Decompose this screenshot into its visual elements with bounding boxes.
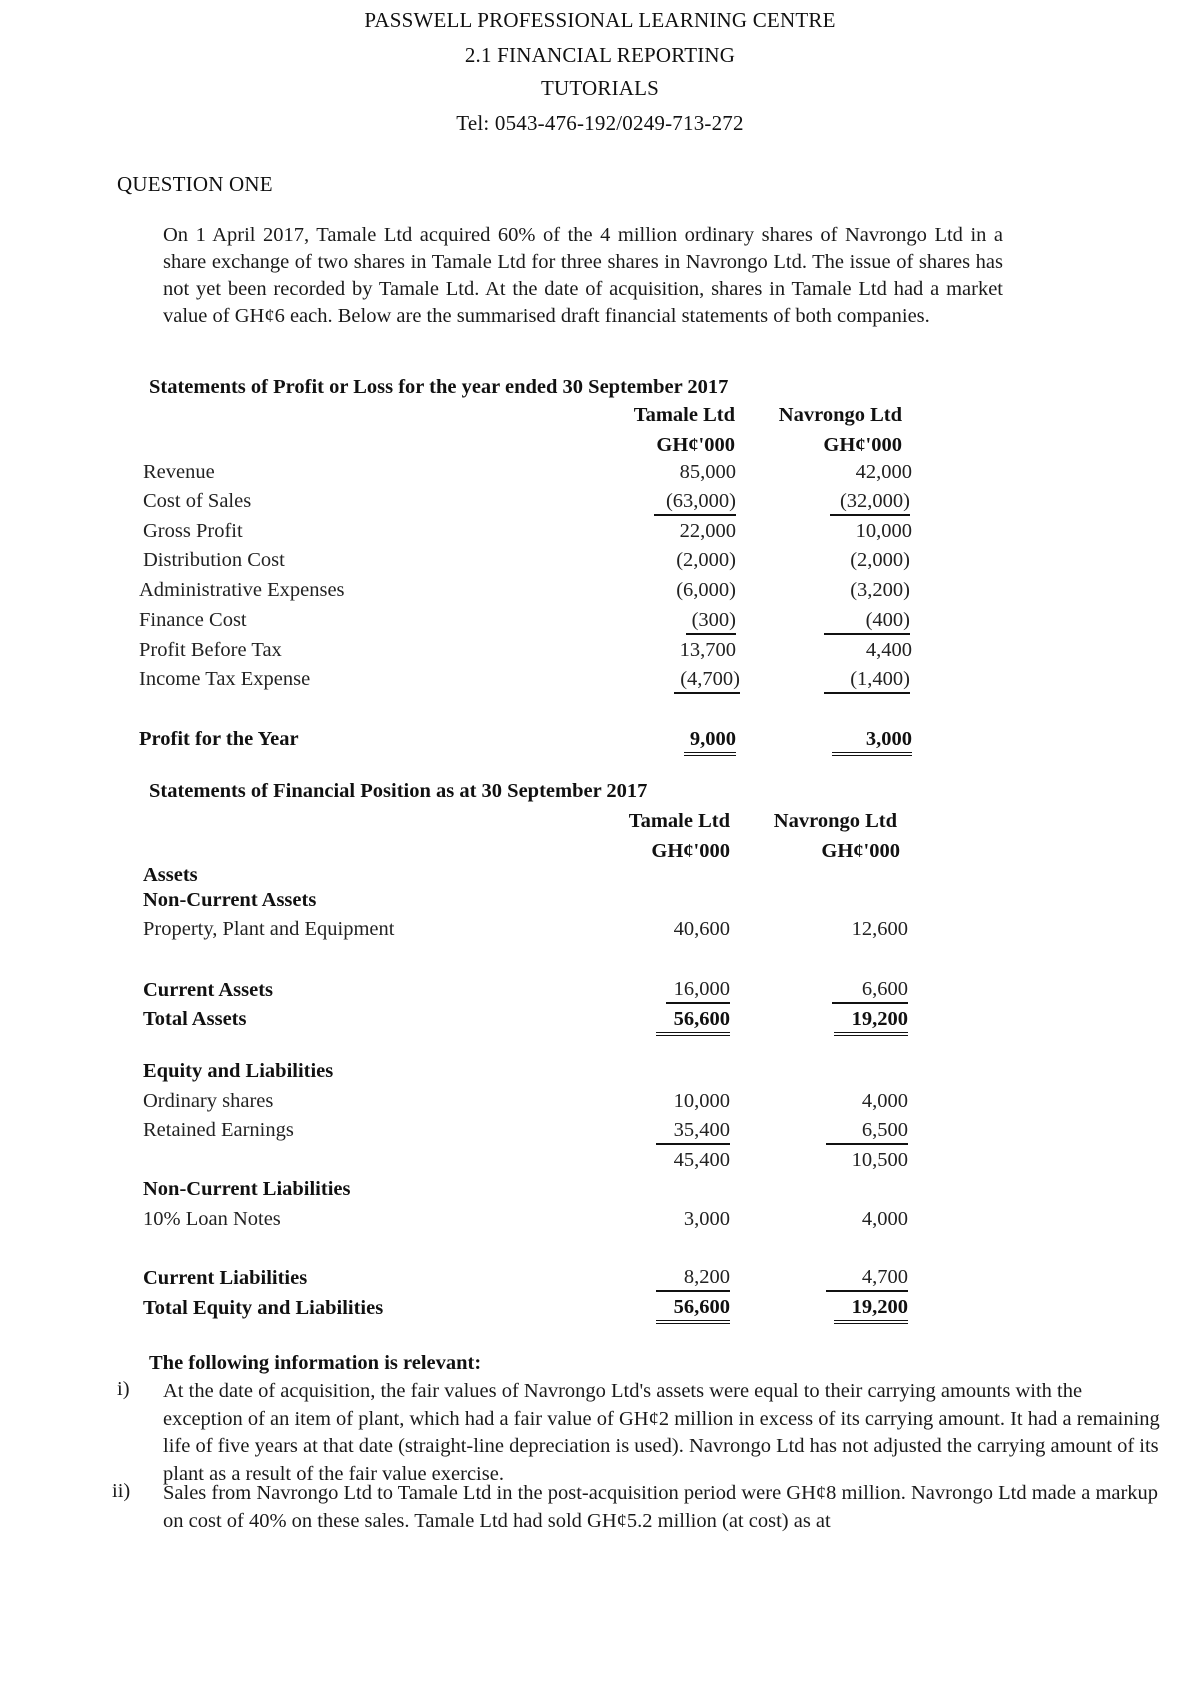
- fp-equity-subtotal-tamale: 45,400: [673, 1149, 730, 1171]
- pl-col-tamale: Tamale Ltd: [633, 404, 735, 426]
- pl-row-navrongo-wrap: [832, 728, 912, 756]
- pl-row-label: Finance Cost: [139, 609, 247, 631]
- pl-row-tamale: 13,700: [679, 639, 736, 661]
- fp-total-el-label: Total Equity and Liabilities: [143, 1297, 384, 1319]
- pl-row-tamale-wrap: [674, 668, 740, 694]
- pl-row-tamale-wrap: [654, 490, 736, 516]
- fp-retained-earnings-label: Retained Earnings: [143, 1119, 294, 1141]
- pl-title: Statements of Profit or Loss for the year ended 30 September 2017: [149, 376, 729, 398]
- question-intro: On 1 April 2017, Tamale Ltd acquired 60% of the 4 million ordinary shares of Navrongo Ltd in a share exchange of two shares in Tamale Ltd for three shares in Navrongo Ltd. The issue of shares has not yet been recorded by Tamale Ltd. At the date of acquisition, shares in Tamale Ltd had a market value of GH¢6 each. Below are the summarised draft financial statements of both companies.: [163, 224, 1003, 327]
- pl-row-tamale: (63,000): [654, 490, 736, 516]
- fp-loan-notes-label: 10% Loan Notes: [143, 1208, 281, 1230]
- fp-equity-subtotal-navrongo: 10,500: [851, 1149, 908, 1171]
- question-title: QUESTION ONE: [117, 172, 273, 196]
- pl-row-tamale: (300): [686, 609, 736, 635]
- fp-re-navrongo-wrap: [826, 1119, 908, 1145]
- pl-row-label: Profit Before Tax: [139, 639, 282, 661]
- pl-col-navrongo: Navrongo Ltd: [778, 404, 902, 426]
- fp-ca-navrongo-wrap: [832, 978, 908, 1004]
- pl-row-navrongo: (2,000): [850, 549, 910, 571]
- fp-title: Statements of Financial Position as at 30 September 2017: [149, 780, 648, 802]
- fp-current-liabilities-tamale: 8,200: [656, 1266, 730, 1292]
- fp-current-assets-tamale: 16,000: [666, 978, 730, 1004]
- fp-re-tamale-wrap: [656, 1119, 730, 1145]
- fp-retained-earnings-navrongo: 6,500: [826, 1119, 908, 1145]
- pl-row-navrongo: (1,400): [824, 668, 910, 694]
- fp-cl-tamale-wrap: [656, 1266, 730, 1292]
- fp-ordinary-shares-tamale: 10,000: [673, 1090, 730, 1112]
- telephone: Tel: 0543-476-192/0249-713-272: [456, 111, 744, 135]
- fp-current-liabilities-label: Current Liabilities: [143, 1267, 308, 1289]
- pl-row-navrongo: (400): [824, 609, 910, 635]
- fp-col-navrongo: Navrongo Ltd: [773, 810, 897, 832]
- fp-current-liabilities-navrongo: 4,700: [826, 1266, 908, 1292]
- pl-row-label: Gross Profit: [143, 520, 243, 542]
- fp-total-assets-navrongo: 19,200: [834, 1008, 908, 1036]
- fp-ca-tamale-wrap: [666, 978, 730, 1004]
- document-type: TUTORIALS: [540, 76, 660, 100]
- fp-assets-heading: Assets: [143, 864, 198, 886]
- pl-row-label: Revenue: [143, 461, 215, 483]
- pl-row-navrongo: 10,000: [855, 520, 912, 542]
- fp-ordinary-shares-label: Ordinary shares: [143, 1090, 274, 1112]
- note-marker: ii): [112, 1480, 131, 1502]
- fp-ta-tamale-wrap: [656, 1008, 730, 1036]
- pl-row-navrongo: 4,400: [865, 639, 912, 661]
- fp-loan-notes-tamale: 3,000: [683, 1208, 730, 1230]
- pl-row-tamale-wrap: [686, 609, 736, 635]
- fp-current-assets-navrongo: 6,600: [832, 978, 908, 1004]
- fp-cl-navrongo-wrap: [826, 1266, 908, 1292]
- fp-ta-navrongo-wrap: [834, 1008, 908, 1036]
- institution-name: PASSWELL PROFESSIONAL LEARNING CENTRE: [364, 8, 836, 32]
- fp-unit-navrongo: GH¢'000: [821, 840, 900, 862]
- pl-row-navrongo: (3,200): [850, 579, 910, 601]
- note-item: Sales from Navrongo Ltd to Tamale Ltd in the post-acquisition period were GH¢8 million. Navrongo Ltd made a markup on cost of 40% on these sales. Tamale Ltd had sold GH¢5.2 million (at cost) as at: [163, 1482, 1159, 1532]
- fp-unit-tamale: GH¢'000: [651, 840, 730, 862]
- fp-ppe-tamale: 40,600: [673, 918, 730, 940]
- fp-equity-liabilities-heading: Equity and Liabilities: [143, 1060, 334, 1082]
- fp-retained-earnings-tamale: 35,400: [656, 1119, 730, 1145]
- notes-heading: The following information is relevant:: [149, 1352, 482, 1374]
- fp-total-assets-tamale: 56,600: [656, 1008, 730, 1036]
- pl-row-tamale: (2,000): [676, 549, 736, 571]
- pl-row-label: Cost of Sales: [143, 490, 252, 512]
- note-item: At the date of acquisition, the fair values of Navrongo Ltd's assets were equal to their carrying amounts with the exception of an item of plant, which had a fair value of GH¢2 million in excess of its carrying amount. It had a remaining life of five years at that date (straight-line depreciation is used). Navrongo Ltd has not adjusted the carrying amount of its plant as a result of the fair value exercise.: [163, 1380, 1160, 1485]
- fp-current-assets-label: Current Assets: [143, 979, 274, 1001]
- pl-row-navrongo-wrap: [824, 609, 910, 635]
- pl-row-navrongo-wrap: [830, 490, 910, 516]
- pl-row-tamale-wrap: [684, 728, 736, 756]
- fp-ppe-navrongo: 12,600: [851, 918, 908, 940]
- fp-nca-heading: Non-Current Assets: [143, 889, 317, 911]
- pl-unit-navrongo: GH¢'000: [823, 434, 902, 456]
- fp-ppe-label: Property, Plant and Equipment: [143, 918, 395, 940]
- fp-total-el-navrongo: 19,200: [834, 1296, 908, 1324]
- course-title: 2.1 FINANCIAL REPORTING: [464, 43, 736, 67]
- pl-row-tamale: 85,000: [679, 461, 736, 483]
- pl-unit-tamale: GH¢'000: [656, 434, 735, 456]
- fp-tel-navrongo-wrap: [834, 1296, 908, 1324]
- pl-row-tamale: 22,000: [679, 520, 736, 542]
- pl-row-label: Distribution Cost: [143, 549, 285, 571]
- pl-row-label: Income Tax Expense: [139, 668, 311, 690]
- fp-col-tamale: Tamale Ltd: [628, 810, 730, 832]
- pl-row-label: Administrative Expenses: [139, 579, 345, 601]
- pl-row-navrongo-wrap: [824, 668, 910, 694]
- fp-total-assets-label: Total Assets: [143, 1008, 247, 1030]
- pl-row-tamale: (6,000): [676, 579, 736, 601]
- pl-row-navrongo: (32,000): [830, 490, 910, 516]
- fp-ordinary-shares-navrongo: 4,000: [861, 1090, 908, 1112]
- pl-row-navrongo-total: 3,000: [832, 728, 912, 756]
- pl-row-label-total: Profit for the Year: [139, 728, 299, 750]
- fp-total-el-tamale: 56,600: [656, 1296, 730, 1324]
- pl-row-tamale-total: 9,000: [684, 728, 736, 756]
- fp-ncl-heading: Non-Current Liabilities: [143, 1178, 351, 1200]
- note-marker: i): [117, 1378, 130, 1400]
- fp-loan-notes-navrongo: 4,000: [861, 1208, 908, 1230]
- fp-tel-tamale-wrap: [656, 1296, 730, 1324]
- pl-row-tamale: (4,700): [674, 668, 740, 694]
- pl-row-navrongo: 42,000: [855, 461, 912, 483]
